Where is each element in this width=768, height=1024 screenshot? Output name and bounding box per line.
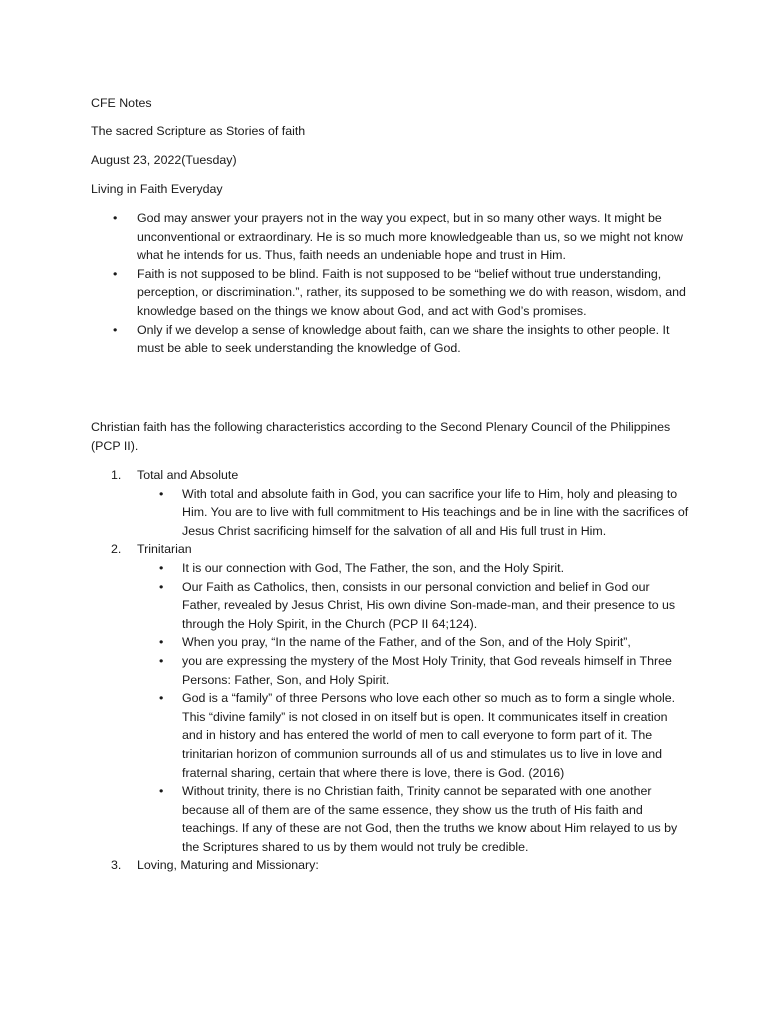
item-number: 2. xyxy=(111,542,122,557)
list-item xyxy=(137,633,691,652)
sub-bullet-list xyxy=(137,559,691,857)
characteristic-title: Total and Absolute xyxy=(137,468,239,482)
list-item-text: God may answer your prayers not in the way you expect, but in so many other ways. It might be unconventional or extraordinary. He is so much more knowledgeable than us, so we might not know what he intends for us. Thus, faith needs an undeniable hope and trust in Him. xyxy=(137,211,683,263)
characteristic-item xyxy=(91,466,691,540)
list-item-text: Without trinity, there is no Christian faith, Trinity cannot be separated with one another because all of them are of the same essence, they show us the truth of His faith and teachings. If any of these are not God, then the truths we know about Him relayed to us by the Scriptures shared to us by them would not truly be credible. xyxy=(182,784,678,854)
bullet-icon: • xyxy=(159,635,164,650)
list-item xyxy=(137,689,691,782)
list-item-text: Our Faith as Catholics, then, consists in our personal conviction and belief in God our Father, revealed by Jesus Christ, His own divine Son-made-man, and their presence to us through the Holy Spirit, in the Church (PCP II 64;124). xyxy=(182,579,676,631)
characteristics-intro: Christian faith has the following characteristics according to the Second Plenary Council of the Philippines (PCP II). xyxy=(91,420,671,453)
course-title: CFE Notes xyxy=(91,96,152,110)
sub-bullet-list xyxy=(137,485,691,541)
characteristic-title: Loving, Maturing and Missionary: xyxy=(137,858,319,873)
bullet-icon: • xyxy=(159,653,164,668)
list-item-text: With total and absolute faith in God, you can sacrifice your life to Him, holy and pleasing to Him. You are to live with full commitment to His teachings and be in line with the sacrifices of Jesus Christ sacrificing himself for the salvation of all and His full trust in Him. xyxy=(182,486,689,538)
list-item xyxy=(91,265,691,321)
bullet-icon: • xyxy=(113,266,118,281)
bullet-icon: • xyxy=(159,560,164,575)
bullet-icon: • xyxy=(113,211,118,225)
characteristic-item xyxy=(91,856,691,875)
item-number: 3. xyxy=(111,858,122,873)
list-item xyxy=(91,321,691,358)
characteristic-item xyxy=(91,540,691,856)
characteristic-title: Trinitarian xyxy=(137,542,192,557)
list-item-text: you are expressing the mystery of the Most Holy Trinity, that God reveals himself in Three Persons: Father, Son, and Holy Spirit. xyxy=(182,653,672,687)
list-item-text: Only if we develop a sense of knowledge about faith, can we share the insights to other people. It must be able to seek understanding the knowledge of God. xyxy=(137,322,670,356)
list-item-text: When you pray, “In the name of the Father, and of the Son, and of the Holy Spirit”, xyxy=(182,635,631,650)
list-item xyxy=(137,559,691,578)
item-number: 1. xyxy=(111,468,122,482)
characteristics-list xyxy=(91,466,691,875)
list-item-text: Faith is not supposed to be blind. Faith is not supposed to be “belief without true understanding, perception, or discrimination.”, rather, its supposed to be something we do with reason, wisdom, and knowledge based on the things we know about God, and act with God’s promises. xyxy=(137,266,686,318)
bullet-icon: • xyxy=(113,322,118,337)
bullet-icon: • xyxy=(159,579,164,594)
list-item-text: It is our connection with God, The Father, the son, and the Holy Spirit. xyxy=(182,560,565,575)
section-heading: Living in Faith Everyday xyxy=(91,182,223,196)
intro-bullet-list xyxy=(91,209,691,358)
date-line: August 23, 2022(Tuesday) xyxy=(91,153,237,167)
list-item-text: God is a “family” of three Persons who love each other so much as to form a single whole. This “divine family” is not closed in on itself but is open. It communicates itself in creation and in history and has entered the world of men to call everyone to form part of it. The trinitarian horizon of communion surrounds all of us and stimulates us to live in love and fraternal sharing, certain that where there is love, there is God. (2016) xyxy=(182,691,676,780)
bullet-icon: • xyxy=(159,691,164,706)
bullet-icon: • xyxy=(159,784,164,799)
list-item xyxy=(137,578,691,634)
bullet-icon: • xyxy=(159,486,164,501)
list-item xyxy=(137,485,691,541)
list-item xyxy=(91,209,691,265)
list-item xyxy=(137,782,691,856)
list-item xyxy=(137,652,691,689)
topic-title: The sacred Scripture as Stories of faith xyxy=(91,124,306,138)
